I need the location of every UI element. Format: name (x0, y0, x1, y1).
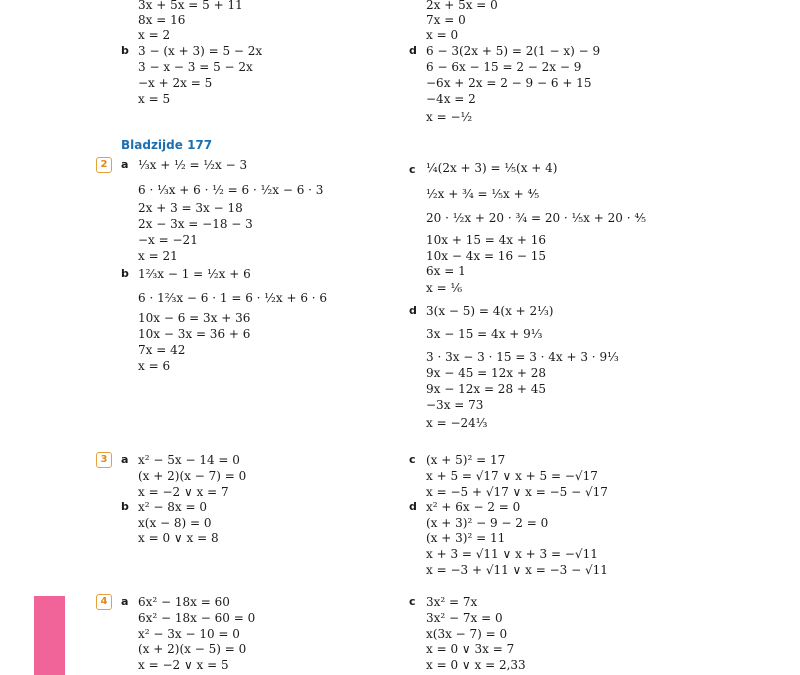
equation-line: x = 0 (426, 28, 459, 42)
equation-line: x = −2 ∨ x = 5 (138, 658, 229, 672)
equation-line: 2x + 3 = 3x − 18 (138, 201, 243, 215)
equation-line: 6x² − 18x − 60 = 0 (138, 611, 256, 625)
equation-line: 2x − 3x = −18 − 3 (138, 217, 253, 231)
equation-line: x = 0 ∨ x = 8 (138, 531, 219, 545)
equation-line: x = 5 (138, 92, 171, 106)
equation-line: 6 − 3(2x + 5) = 2(1 − x) − 9 (426, 44, 601, 58)
equation-line: x = −2 ∨ x = 7 (138, 485, 229, 499)
equation-line: x² − 8x = 0 (138, 500, 207, 514)
equation-line: ⅓x + ½ = ½x − 3 (138, 158, 248, 172)
equation-line: 6x = 1 (426, 264, 466, 278)
equation-line: x² + 6x − 2 = 0 (426, 500, 521, 514)
equation-line: 9x − 12x = 28 + 45 (426, 382, 547, 396)
equation-line: −x + 2x = 5 (138, 76, 213, 90)
exercise-number: 4 (96, 594, 112, 610)
equation-line: 3x + 5x = 5 + 11 (138, 0, 243, 12)
sub-label-c: c (409, 453, 416, 466)
equation-line: 8x = 16 (138, 13, 186, 27)
exercise-number: 3 (96, 452, 112, 468)
equation-line: x² − 3x − 10 = 0 (138, 627, 240, 641)
equation-line: 6x² − 18x = 60 (138, 595, 230, 609)
equation-line: (x + 2)(x − 5) = 0 (138, 642, 247, 656)
equation-line: x = 0 ∨ 3x = 7 (426, 642, 515, 656)
equation-line: −3x = 73 (426, 398, 484, 412)
sub-label-c: c (409, 595, 416, 608)
equation-line: (x + 5)² = 17 (426, 453, 506, 467)
sub-label-d: d (409, 500, 417, 513)
equation-line: 3x² = 7x (426, 595, 478, 609)
equation-line: 10x + 15 = 4x + 16 (426, 233, 547, 247)
equation-line: (x + 3)² = 11 (426, 531, 506, 545)
sub-label-a: a (121, 158, 129, 171)
equation-line: x = −5 + √17 ∨ x = −5 − √17 (426, 485, 608, 499)
equation-line: x = −½ (426, 110, 473, 124)
equation-line: x² − 5x − 14 = 0 (138, 453, 240, 467)
equation-line: 2x + 5x = 0 (426, 0, 498, 12)
equation-line: 10x − 4x = 16 − 15 (426, 249, 547, 263)
equation-line: x = 21 (138, 249, 178, 263)
equation-line: 9x − 45 = 12x + 28 (426, 366, 547, 380)
equation-line: ¼(2x + 3) = ⅕(x + 4) (426, 161, 558, 175)
equation-line: ½x + ¾ = ⅕x + ⅘ (426, 187, 540, 201)
equation-line: −6x + 2x = 2 − 9 − 6 + 15 (426, 76, 592, 90)
exercise-number: 2 (96, 157, 112, 173)
sub-label-d: d (409, 44, 417, 57)
equation-line: 10x − 3x = 36 + 6 (138, 327, 251, 341)
equation-line: x = 6 (138, 359, 171, 373)
equation-line: 3x² − 7x = 0 (426, 611, 503, 625)
equation-line: x = 2 (138, 28, 171, 42)
equation-line: x(x − 8) = 0 (138, 516, 212, 530)
sub-label-a: a (121, 453, 129, 466)
equation-line: 6 − 6x − 15 = 2 − 2x − 9 (426, 60, 582, 74)
equation-line: x + 5 = √17 ∨ x + 5 = −√17 (426, 469, 598, 483)
equation-line: (x + 3)² − 9 − 2 = 0 (426, 516, 549, 530)
equation-line: 6 · 1⅔x − 6 · 1 = 6 · ½x + 6 · 6 (138, 291, 328, 305)
side-tab (34, 596, 65, 675)
equation-line: x = −24⅓ (426, 416, 488, 430)
sub-label-c: c (409, 163, 416, 176)
sub-label-d: d (409, 304, 417, 317)
equation-line: 10x − 6 = 3x + 36 (138, 311, 251, 325)
equation-line: 3(x − 5) = 4(x + 2⅓) (426, 304, 554, 318)
sub-label-b: b (121, 44, 129, 57)
equation-line: −4x = 2 (426, 92, 476, 106)
sub-label-b: b (121, 500, 129, 513)
sub-label-a: a (121, 595, 129, 608)
equation-line: −x = −21 (138, 233, 198, 247)
equation-line: 1⅔x − 1 = ½x + 6 (138, 267, 251, 281)
equation-line: 6 · ⅓x + 6 · ½ = 6 · ½x − 6 · 3 (138, 183, 324, 197)
equation-line: 7x = 42 (138, 343, 186, 357)
equation-line: 3 − x − 3 = 5 − 2x (138, 60, 253, 74)
equation-line: x = ⅙ (426, 281, 463, 295)
page-heading: Bladzijde 177 (121, 138, 213, 152)
equation-line: x = −3 + √11 ∨ x = −3 − √11 (426, 563, 608, 577)
sub-label-b: b (121, 267, 129, 280)
equation-line: 3 · 3x − 3 · 15 = 3 · 4x + 3 · 9⅓ (426, 350, 619, 364)
equation-line: x(3x − 7) = 0 (426, 627, 508, 641)
equation-line: x + 3 = √11 ∨ x + 3 = −√11 (426, 547, 598, 561)
equation-line: 7x = 0 (426, 13, 466, 27)
equation-line: x = 0 ∨ x = 2,33 (426, 658, 526, 672)
equation-line: 20 · ½x + 20 · ¾ = 20 · ⅕x + 20 · ⅘ (426, 211, 646, 225)
equation-line: 3x − 15 = 4x + 9⅓ (426, 327, 543, 341)
equation-line: (x + 2)(x − 7) = 0 (138, 469, 247, 483)
equation-line: 3 − (x + 3) = 5 − 2x (138, 44, 263, 58)
